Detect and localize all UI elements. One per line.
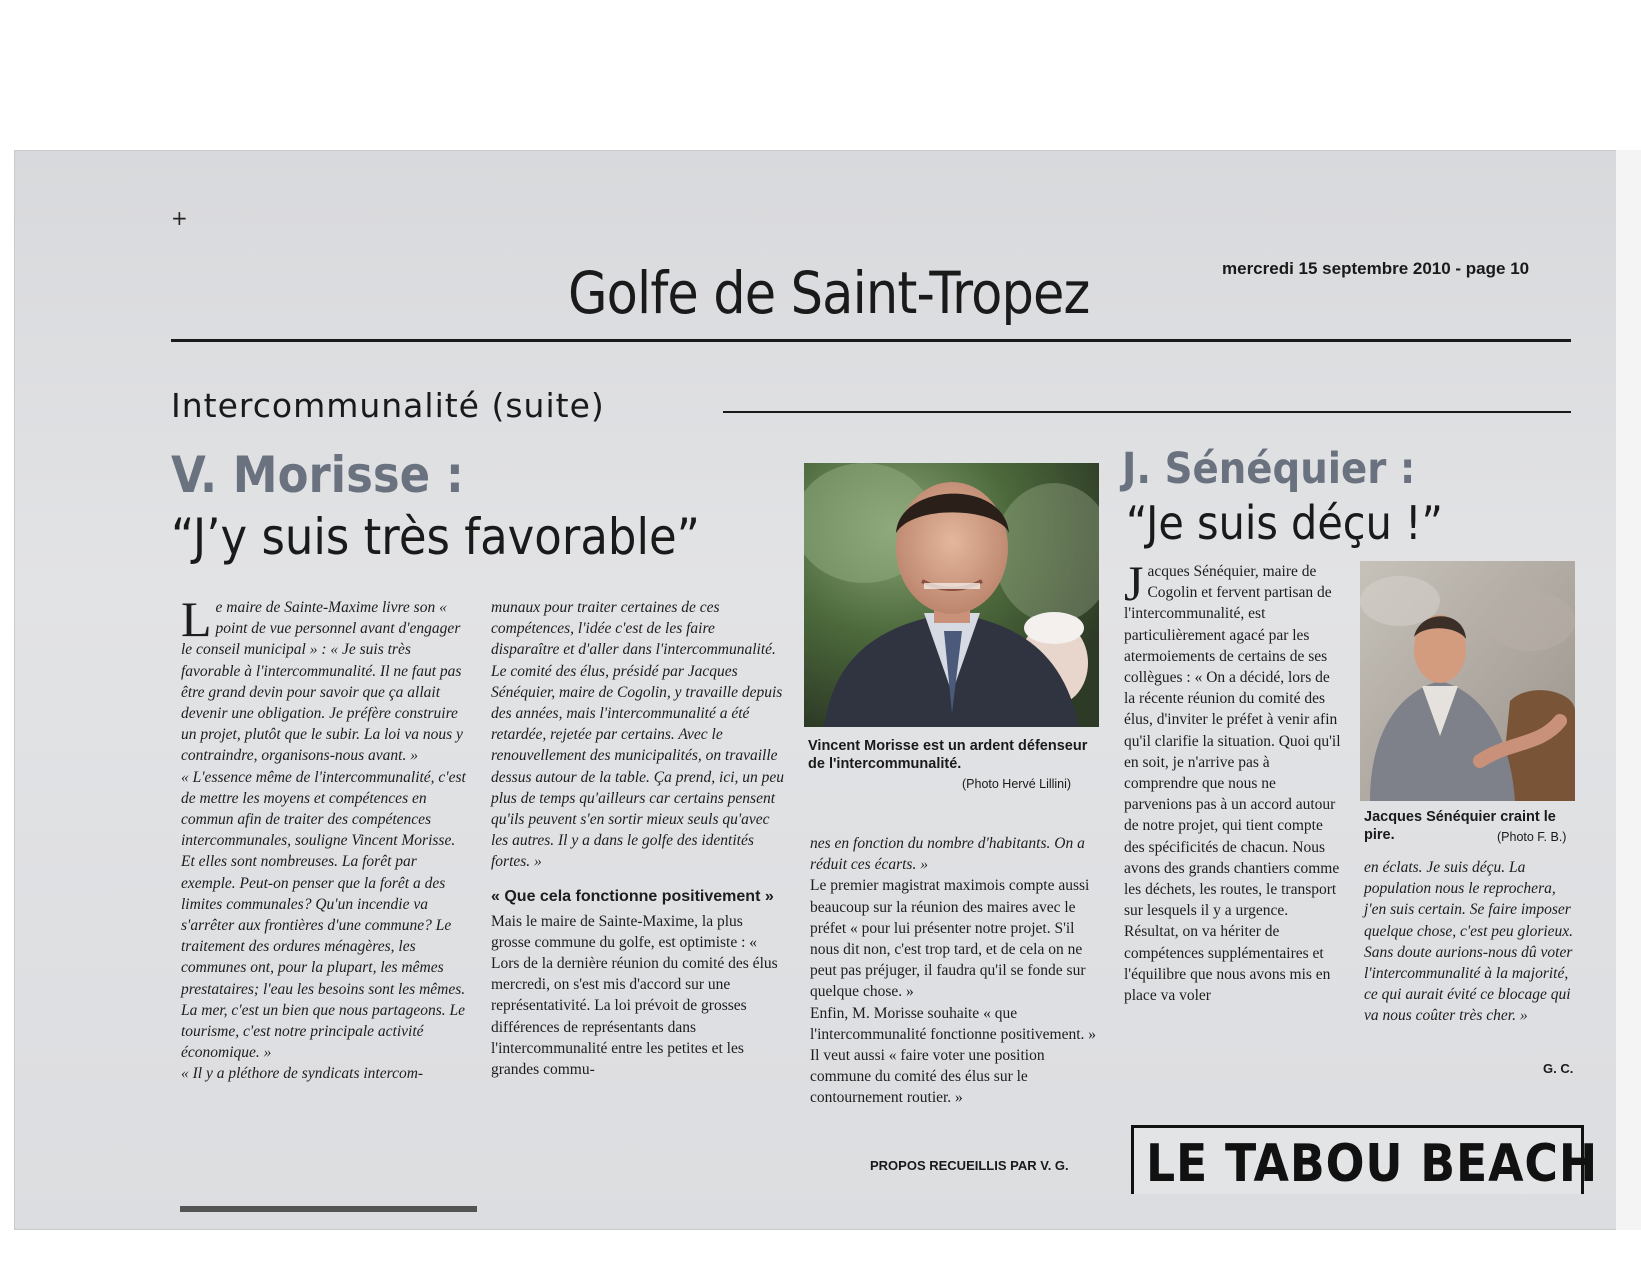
- bottom-rule: [180, 1206, 477, 1212]
- page-masthead: Golfe de Saint-Tropez: [568, 259, 1090, 327]
- headline-right-name: J. Sénéquier :: [1122, 444, 1416, 494]
- article-left-column-1: [181, 591, 472, 1085]
- section-title: Intercommunalité (suite): [171, 386, 605, 425]
- photo-jacques-senequier: [1360, 561, 1575, 801]
- subheading: « Que cela fonctionne positivement »: [491, 887, 774, 905]
- paragraph: « Il y a pléthore de syndicats intercom-: [181, 1065, 424, 1083]
- dateline: mercredi 15 septembre 2010 - page 10: [1222, 259, 1530, 278]
- paragraph: munaux pour traiter certaines de ces compétences, l'idée c'est de les faire disparaître et d'aller dans l'intercommunalité. Le comité des élus, présidé par Jacques Sénéquier, maire de Cogolin, y travaille depuis des années, mais l'intercommunalité a été retardée, rejetée par certains. Avec le renouvellement des municipalités, on travaille dessus autour de la table. Ça prend, ici, un peu plus de temps qu'ailleurs car certains pensent qu'ils peuvent s'en sortir mieux seuls qu'avec les autres. Il y a dans le golfe des identités fortes. »: [491, 599, 785, 871]
- headline-right-quote: “Je suis déçu !”: [1126, 496, 1444, 550]
- photo-credit-senequier: (Photo F. B.): [1497, 830, 1567, 844]
- headline-left-quote: “J’y suis très favorable”: [171, 508, 700, 566]
- paragraph: en éclats. Je suis déçu. La population nous le reprochera, j'en suis certain. Se faire imposer quelque chose, c'est peu glorieux. Sans doute aurions-nous dû voter l'intercommunalité à la majorité, ce qui aurait évité ce blocage qui va nous coûter très cher. »: [1364, 859, 1574, 1025]
- article-left-column-3: [810, 833, 1106, 1109]
- photo-caption-senequier: Jacques Sénéquier craint le pire.: [1364, 809, 1556, 843]
- paragraph: Le premier magistrat maximois compte aussi beaucoup sur la réunion des maires avec le préfet « pour lui présenter notre projet. S'il nous dit non, c'est trop tard, et de cela on ne peut pas préjuger, il faudra qu'il se fonde sur quelque chose. »: [810, 877, 1090, 1001]
- photo-vincent-morisse: [804, 463, 1099, 727]
- paragraph: Enfin, M. Morisse souhaite « que l'intercommunalité fonctionne positivement. » Il veut aussi « faire voter une position commune du comité des élus sur le contournement routier. »: [810, 1004, 1097, 1107]
- byline-left: PROPOS RECUEILLIS PAR V. G.: [870, 1158, 1069, 1173]
- paragraph: « L'essence même de l'intercommunalité, c'est de mettre les moyens et compétences en commun afin de traiter des compétences intercommunales, souligne Vincent Morisse. Et elles sont nombreuses. La forêt par exemple. Peut-on penser que la forêt a des limites communales? Qu'un incendie va s'arrêter aux frontières d'une commune? Le traitement des ordures ménagères, les communes ont, pour la plupart, les mêmes prestataires; l'eau les besoins sont les mêmes. La mer, c'est un bien que nous partageons. Le tourisme, c'est notre principale activité économique. »: [181, 768, 466, 1062]
- section-rule: [723, 411, 1571, 413]
- drop-cap: J: [1124, 555, 1144, 611]
- article-right-column-1: [1124, 555, 1342, 1006]
- byline-right: G. C.: [1543, 1061, 1574, 1076]
- paragraph: Mais le maire de Sainte-Maxime, la plus grosse commune du golfe, est optimiste : « Lors de la dernière réunion du comité des élus mercredi, on s'est mis d'accord sur une représentativité. La loi prévoit de grosses différences de représentants dans l'intercommunalité entre les petites et les grandes commu-: [491, 912, 778, 1079]
- advertisement-box: [1131, 1125, 1599, 1194]
- masthead-rule: [171, 339, 1571, 342]
- drop-cap: L: [181, 591, 212, 647]
- photo-credit-morisse: (Photo Hervé Lillini): [962, 777, 1072, 791]
- advertisement-title: LE TABOU BEACH: [1146, 1134, 1599, 1194]
- article-left-column-2: [491, 597, 786, 1080]
- paragraph: e maire de Sainte-Maxime livre son « point de vue personnel avant d'engager le conseil municipal » : « Je suis très favorable à l'intercommunalité. Il ne faut pas être grand devin pour savoir que ça allait devenir une obligation. Je préfère construire un projet, plutôt que le subir. La loi va nous y contraindre, organisons-nous avant. »: [181, 599, 463, 765]
- paragraph: nes en fonction du nombre d'habitants. On a réduit ces écarts. »: [810, 835, 1085, 874]
- registration-mark-icon: +: [171, 206, 188, 230]
- photo-caption-morisse: Vincent Morisse est un ardent défenseur de l'intercommunalité.: [808, 738, 1088, 772]
- scan-edge: [1616, 150, 1641, 1230]
- paragraph: acques Sénéquier, maire de Cogolin et fervent partisan de l'intercommunalité, est particulièrement agacé par les atermoiements de certains de ses collègues : « On a décidé, lors de la récente réunion du comité des élus, d'inviter le préfet à venir afin qu'il clarifie la situation. Quoi qu'il en soit, je n'arrive pas à comprendre que nous ne parvenions pas à un accord autour de notre projet, qui tient compte des spécificités de chacun. Nous avons des grands chantiers comme les déchets, les routes, le transport sur lesquels il y a urgence. Résultat, on va hériter de compétences supplémentaires et l'équilibre que nous avons mis en place va voler: [1124, 563, 1341, 1005]
- headline-left-name: V. Morisse :: [171, 446, 464, 504]
- article-right-column-2: [1364, 857, 1580, 1027]
